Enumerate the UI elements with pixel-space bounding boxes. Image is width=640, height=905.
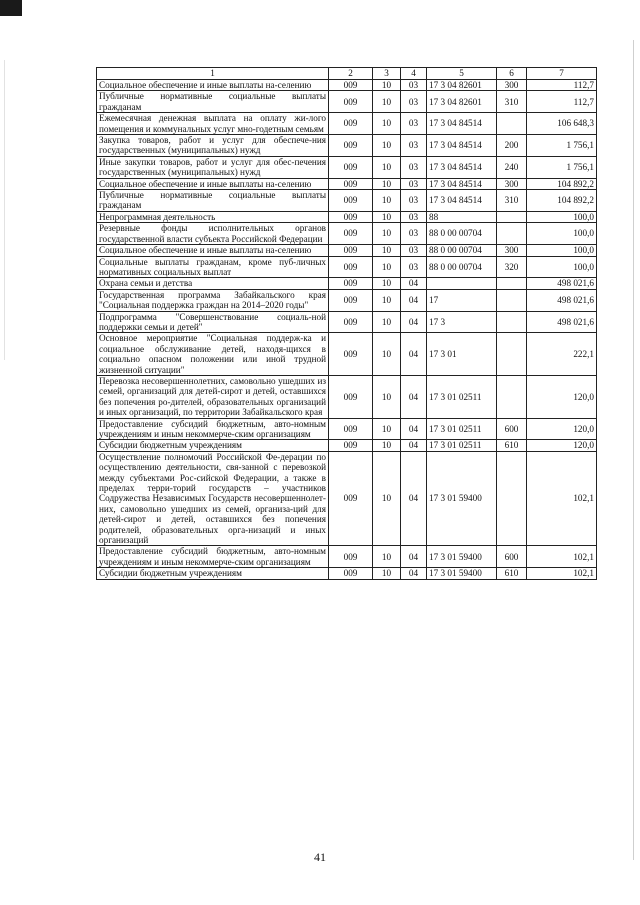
row-target-article-cell: 88 [427, 211, 497, 222]
row-name-cell: Субсидии бюджетным учреждениям [97, 568, 329, 579]
row-amount-cell: 1 756,1 [527, 156, 597, 178]
header-row [97, 68, 597, 80]
row-amount-cell: 100,0 [527, 245, 597, 256]
row-subsection-cell: 03 [401, 190, 427, 212]
row-section-cell: 10 [373, 546, 401, 568]
page-number: 41 [314, 850, 326, 864]
table-row [97, 333, 597, 376]
row-target-article-cell: 17 3 04 84514 [427, 156, 497, 178]
row-grbs-cell: 009 [329, 135, 373, 157]
row-target-article-cell: 17 3 04 84514 [427, 178, 497, 189]
row-subsection-cell: 03 [401, 135, 427, 157]
row-expense-type-cell [497, 311, 527, 333]
row-amount-cell: 100,0 [527, 256, 597, 278]
row-section-cell: 10 [373, 418, 401, 440]
row-amount-cell: 120,0 [527, 375, 597, 418]
table-row [97, 440, 597, 451]
table-row [97, 451, 597, 546]
table-row [97, 568, 597, 579]
row-name-cell: Публичные нормативные социальные выплаты гражданам [97, 91, 329, 113]
table-row [97, 156, 597, 178]
row-target-article-cell: 17 3 01 59400 [427, 546, 497, 568]
table-row [97, 278, 597, 289]
row-section-cell: 10 [373, 91, 401, 113]
row-grbs-cell: 009 [329, 156, 373, 178]
table-row [97, 245, 597, 256]
table-row [97, 211, 597, 222]
row-grbs-cell: 009 [329, 418, 373, 440]
row-target-article-cell: 17 [427, 289, 497, 311]
row-target-article-cell: 17 3 04 84514 [427, 113, 497, 135]
row-section-cell: 10 [373, 440, 401, 451]
row-grbs-cell: 009 [329, 546, 373, 568]
table-row [97, 190, 597, 212]
row-section-cell: 10 [373, 135, 401, 157]
row-target-article-cell: 88 0 00 00704 [427, 223, 497, 245]
row-target-article-cell: 17 3 01 59400 [427, 568, 497, 579]
table-row [97, 375, 597, 418]
row-section-cell: 10 [373, 333, 401, 376]
row-name-cell: Предоставление субсидий бюджетным, авто-номным учреждениям и иным некоммерче-ским организациям [97, 418, 329, 440]
column-header-1: 1 [97, 68, 329, 80]
table-row [97, 135, 597, 157]
table-row [97, 113, 597, 135]
row-expense-type-cell: 600 [497, 418, 527, 440]
row-amount-cell: 100,0 [527, 211, 597, 222]
row-expense-type-cell [497, 333, 527, 376]
column-header-3: 3 [373, 68, 401, 80]
row-name-cell: Осуществление полномочий Российской Фе-дерации по осуществлению деятельности, свя-занной с перевозкой между субъектами Рос-сийской Федерации, а также в пределах терри-торий государств – участников Содружества Независимых Государств несовершеннолет-них, самовольно ушедших из семей, организа-ций для детей-сирот и детей, оставшихся без попечения родителей, образовательных орга-низаций и иных организаций [97, 451, 329, 546]
scan-corner-mark [0, 0, 22, 16]
row-expense-type-cell: 300 [497, 178, 527, 189]
row-subsection-cell: 04 [401, 568, 427, 579]
row-subsection-cell: 03 [401, 223, 427, 245]
row-section-cell: 10 [373, 178, 401, 189]
scan-edge-left [4, 60, 5, 360]
row-section-cell: 10 [373, 311, 401, 333]
row-section-cell: 10 [373, 256, 401, 278]
row-name-cell: Социальное обеспечение и иные выплаты на-селению [97, 80, 329, 91]
row-name-cell: Социальное обеспечение и иные выплаты на-селению [97, 178, 329, 189]
row-expense-type-cell [497, 223, 527, 245]
scan-edge-right [633, 40, 634, 860]
row-expense-type-cell: 610 [497, 568, 527, 579]
row-subsection-cell: 04 [401, 278, 427, 289]
table-row [97, 256, 597, 278]
row-name-cell: Социальное обеспечение и иные выплаты на-селению [97, 245, 329, 256]
row-amount-cell: 498 021,6 [527, 311, 597, 333]
table-body [97, 80, 597, 580]
table-row [97, 311, 597, 333]
row-target-article-cell: 17 3 01 59400 [427, 451, 497, 546]
row-section-cell: 10 [373, 156, 401, 178]
row-target-article-cell: 17 3 04 82601 [427, 80, 497, 91]
row-subsection-cell: 04 [401, 546, 427, 568]
row-grbs-cell: 009 [329, 375, 373, 418]
row-subsection-cell: 03 [401, 113, 427, 135]
row-amount-cell: 120,0 [527, 440, 597, 451]
row-amount-cell: 102,1 [527, 451, 597, 546]
column-header-5: 5 [427, 68, 497, 80]
row-grbs-cell: 009 [329, 278, 373, 289]
row-expense-type-cell [497, 113, 527, 135]
row-expense-type-cell [497, 451, 527, 546]
row-grbs-cell: 009 [329, 80, 373, 91]
row-section-cell: 10 [373, 375, 401, 418]
row-target-article-cell: 17 3 01 02511 [427, 375, 497, 418]
row-subsection-cell: 04 [401, 440, 427, 451]
table-row [97, 91, 597, 113]
row-target-article-cell [427, 278, 497, 289]
row-name-cell: Основное мероприятие "Социальная поддерж-ка и социальное обслуживание детей, находя-щихся в социально опасном положении или иной трудной жизненной ситуации" [97, 333, 329, 376]
row-expense-type-cell [497, 289, 527, 311]
row-target-article-cell: 88 0 00 00704 [427, 245, 497, 256]
row-expense-type-cell [497, 211, 527, 222]
row-target-article-cell: 17 3 01 02511 [427, 418, 497, 440]
row-grbs-cell: 009 [329, 333, 373, 376]
row-name-cell: Предоставление субсидий бюджетным, авто-номным учреждениям и иным некоммерче-ским организациям [97, 546, 329, 568]
row-subsection-cell: 04 [401, 375, 427, 418]
column-header-2: 2 [329, 68, 373, 80]
row-subsection-cell: 03 [401, 178, 427, 189]
row-section-cell: 10 [373, 278, 401, 289]
row-grbs-cell: 009 [329, 113, 373, 135]
row-section-cell: 10 [373, 190, 401, 212]
row-amount-cell: 120,0 [527, 418, 597, 440]
row-grbs-cell: 009 [329, 178, 373, 189]
row-subsection-cell: 04 [401, 311, 427, 333]
row-section-cell: 10 [373, 568, 401, 579]
row-grbs-cell: 009 [329, 256, 373, 278]
row-target-article-cell: 17 3 04 84514 [427, 190, 497, 212]
row-expense-type-cell: 300 [497, 80, 527, 91]
row-amount-cell: 1 756,1 [527, 135, 597, 157]
table-row [97, 223, 597, 245]
row-amount-cell: 104 892,2 [527, 190, 597, 212]
row-target-article-cell: 17 3 01 02511 [427, 440, 497, 451]
row-name-cell: Резервные фонды исполнительных органов государственной власти субъекта Российской Федерации [97, 223, 329, 245]
row-grbs-cell: 009 [329, 451, 373, 546]
row-target-article-cell: 17 3 01 [427, 333, 497, 376]
row-target-article-cell: 17 3 04 82601 [427, 91, 497, 113]
row-grbs-cell: 009 [329, 289, 373, 311]
row-target-article-cell: 88 0 00 00704 [427, 256, 497, 278]
row-grbs-cell: 009 [329, 223, 373, 245]
row-expense-type-cell: 310 [497, 190, 527, 212]
row-section-cell: 10 [373, 223, 401, 245]
row-grbs-cell: 009 [329, 245, 373, 256]
row-amount-cell: 498 021,6 [527, 289, 597, 311]
row-amount-cell: 112,7 [527, 91, 597, 113]
row-subsection-cell: 03 [401, 211, 427, 222]
row-amount-cell: 104 892,2 [527, 178, 597, 189]
table-row [97, 80, 597, 91]
column-header-6: 6 [497, 68, 527, 80]
row-subsection-cell: 03 [401, 245, 427, 256]
row-grbs-cell: 009 [329, 311, 373, 333]
row-name-cell: Субсидии бюджетным учреждениям [97, 440, 329, 451]
row-subsection-cell: 03 [401, 91, 427, 113]
row-section-cell: 10 [373, 211, 401, 222]
row-section-cell: 10 [373, 113, 401, 135]
row-grbs-cell: 009 [329, 91, 373, 113]
row-grbs-cell: 009 [329, 211, 373, 222]
table-row [97, 546, 597, 568]
row-subsection-cell: 03 [401, 156, 427, 178]
row-name-cell: Социальные выплаты гражданам, кроме пуб-личных нормативных социальных выплат [97, 256, 329, 278]
row-name-cell: Ежемесячная денежная выплата на оплату жи-лого помещения и коммунальных услуг мно-годетным семьям [97, 113, 329, 135]
row-amount-cell: 106 648,3 [527, 113, 597, 135]
row-grbs-cell: 009 [329, 568, 373, 579]
table-row [97, 418, 597, 440]
column-header-7: 7 [527, 68, 597, 80]
row-expense-type-cell: 600 [497, 546, 527, 568]
row-amount-cell: 222,1 [527, 333, 597, 376]
row-grbs-cell: 009 [329, 190, 373, 212]
row-grbs-cell: 009 [329, 440, 373, 451]
row-expense-type-cell: 240 [497, 156, 527, 178]
row-expense-type-cell: 200 [497, 135, 527, 157]
row-amount-cell: 112,7 [527, 80, 597, 91]
row-expense-type-cell: 610 [497, 440, 527, 451]
row-target-article-cell: 17 3 04 84514 [427, 135, 497, 157]
row-subsection-cell: 04 [401, 418, 427, 440]
row-expense-type-cell [497, 278, 527, 289]
row-expense-type-cell: 310 [497, 91, 527, 113]
row-subsection-cell: 04 [401, 289, 427, 311]
row-name-cell: Охрана семьи и детства [97, 278, 329, 289]
row-section-cell: 10 [373, 451, 401, 546]
row-amount-cell: 102,1 [527, 546, 597, 568]
row-expense-type-cell [497, 375, 527, 418]
row-subsection-cell: 03 [401, 80, 427, 91]
row-amount-cell: 100,0 [527, 223, 597, 245]
row-amount-cell: 102,1 [527, 568, 597, 579]
row-section-cell: 10 [373, 80, 401, 91]
row-name-cell: Иные закупки товаров, работ и услуг для обес-печения государственных (муниципальных) нужд [97, 156, 329, 178]
row-section-cell: 10 [373, 289, 401, 311]
row-section-cell: 10 [373, 245, 401, 256]
row-name-cell: Государственная программа Забайкальского края "Социальная поддержка граждан на 2014–2020 годы" [97, 289, 329, 311]
row-amount-cell: 498 021,6 [527, 278, 597, 289]
row-name-cell: Публичные нормативные социальные выплаты гражданам [97, 190, 329, 212]
table-row [97, 289, 597, 311]
row-name-cell: Подпрограмма "Совершенствование социаль-ной поддержки семьи и детей" [97, 311, 329, 333]
row-name-cell: Закупка товаров, работ и услуг для обеспече-ния государственных (муниципальных) нужд [97, 135, 329, 157]
column-header-4: 4 [401, 68, 427, 80]
row-name-cell: Непрограммная деятельность [97, 211, 329, 222]
row-subsection-cell: 04 [401, 451, 427, 546]
budget-table [96, 67, 597, 580]
row-expense-type-cell: 300 [497, 245, 527, 256]
row-expense-type-cell: 320 [497, 256, 527, 278]
row-subsection-cell: 03 [401, 256, 427, 278]
row-target-article-cell: 17 3 [427, 311, 497, 333]
table-row [97, 178, 597, 189]
row-name-cell: Перевозка несовершеннолетних, самовольно ушедших из семей, организаций для детей-сирот и детей, оставшихся без попечения ро-дителей, образовательных организаций и иных организаций, по территории Забайкальского края [97, 375, 329, 418]
row-subsection-cell: 04 [401, 333, 427, 376]
